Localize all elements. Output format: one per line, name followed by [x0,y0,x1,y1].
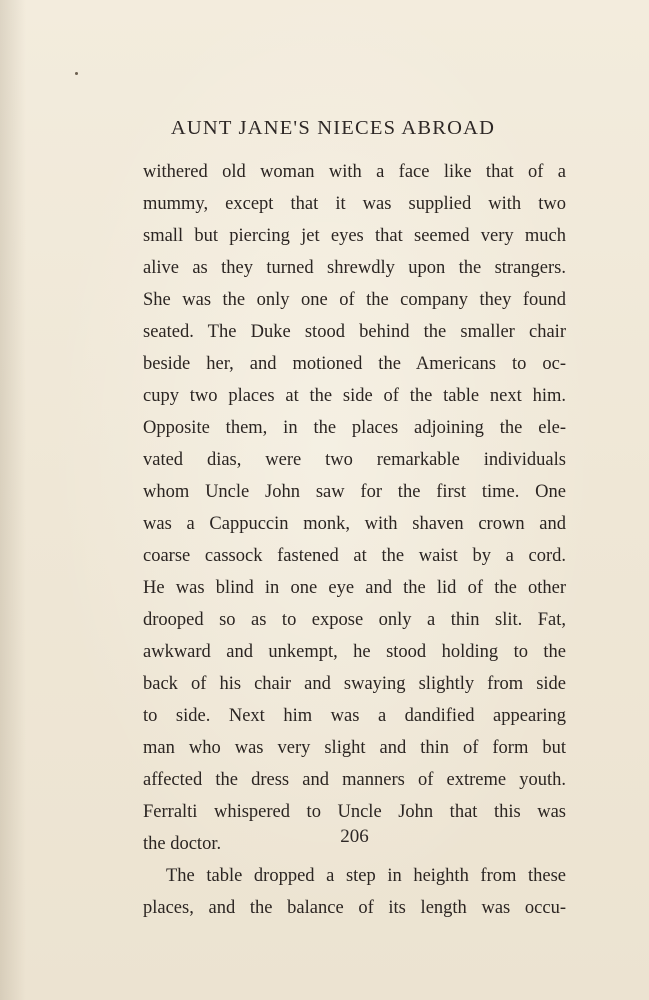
running-head: AUNT JANE'S NIECES ABROAD [170,117,496,139]
text-line: places, and the balance of its length was occu- [143,898,566,918]
text-line: seated. The Duke stood behind the smaller chair [143,322,566,342]
body-text [143,156,566,924]
text-line: the doctor. [143,834,222,854]
text-line: She was the only one of the company they found [143,290,566,310]
text-line: cupy two places at the side of the table next him. [143,386,566,406]
text-line: Ferralti whispered to Uncle John that this was [143,802,566,822]
text-line: small but piercing jet eyes that seemed very much [143,226,566,246]
text-line: awkward and unkempt, he stood holding to the [143,642,566,662]
text-line: The table dropped a step in heighth from these [166,866,566,886]
text-line: to side. Next him was a dandified appearing [143,706,566,726]
gutter-shadow [0,0,26,1000]
text-line: man who was very slight and thin of form but [143,738,566,758]
text-line: coarse cassock fastened at the waist by a cord. [143,546,566,566]
text-line: whom Uncle John saw for the first time. One [143,482,566,502]
text-line: beside her, and motioned the Americans to oc- [143,354,566,374]
text-line: mummy, except that it was supplied with two [143,194,566,214]
text-line: He was blind in one eye and the lid of the other [143,578,566,598]
page-number: 206 [340,826,369,847]
text-line: drooped so as to expose only a thin slit. Fat, [143,610,566,630]
paper-speck [75,72,78,75]
text-line: was a Cappuccin monk, with shaven crown and [143,514,566,534]
text-line: withered old woman with a face like that of a [143,162,566,182]
text-line: Opposite them, in the places adjoining the ele- [143,418,566,438]
text-line: back of his chair and swaying slightly from side [143,674,566,694]
text-line: vated dias, were two remarkable individuals [143,450,566,470]
text-line: affected the dress and manners of extreme youth. [143,770,566,790]
text-line: alive as they turned shrewdly upon the strangers. [143,258,566,278]
